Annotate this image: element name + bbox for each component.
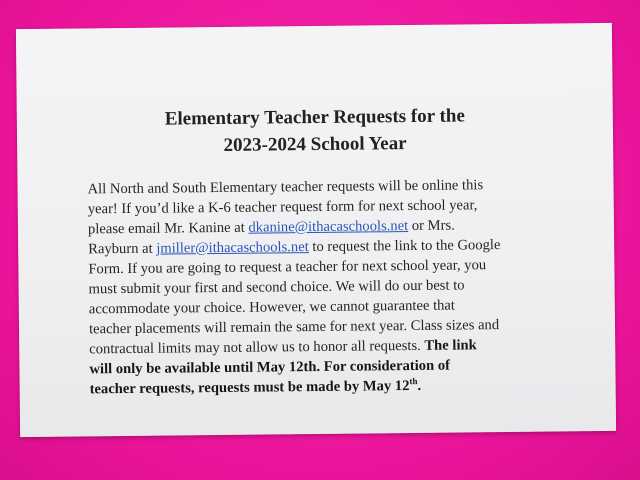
body-line-11-end: . (417, 377, 422, 394)
body-line-11 (90, 374, 560, 399)
body-line-5: Form. If you are going to request a teacher for next school year, you (88, 257, 487, 278)
body-line-8: teacher placements will remain the same for next year. Class sizes and (88, 317, 500, 338)
body-line-2: year! If you’d like a K-6 teacher request form for next school year, (87, 197, 478, 218)
title-line-2: 2023-2024 School Year (223, 133, 407, 156)
body-line-3-start: please email Mr. Kanine at (87, 219, 249, 238)
body-line-9-bold: The link (424, 337, 477, 354)
body-line-10: will only be available until May 12th. For consideration of (89, 357, 451, 378)
body-line-9-start: contractual limits may not allow us to honor all requests. (89, 337, 425, 358)
body-line-7: accommodate your choice. However, we cannot guarantee that (88, 297, 456, 318)
notice-paper (16, 23, 616, 437)
body-line-11-start: teacher requests, requests must be made by May 12 (89, 378, 410, 398)
body-line-4-start: Rayburn at (88, 240, 157, 258)
notice-body (87, 174, 559, 399)
body-line-6: must submit your first and second choice. We will do our best to (88, 277, 465, 298)
body-line-11-superscript: th (409, 376, 418, 387)
body-line-3-end: or Mrs. (408, 217, 455, 235)
body-line-1: All North and South Elementary teacher requests will be online this (87, 177, 484, 198)
title-line-1: Elementary Teacher Requests for the (164, 105, 465, 130)
body-line-4-end: to request the link to the Google (308, 237, 501, 256)
notice-title (17, 101, 614, 161)
email-link-kanine[interactable]: dkanine@ithacaschools.net (248, 218, 409, 236)
email-link-miller[interactable]: jmiller@ithacaschools.net (156, 239, 309, 257)
